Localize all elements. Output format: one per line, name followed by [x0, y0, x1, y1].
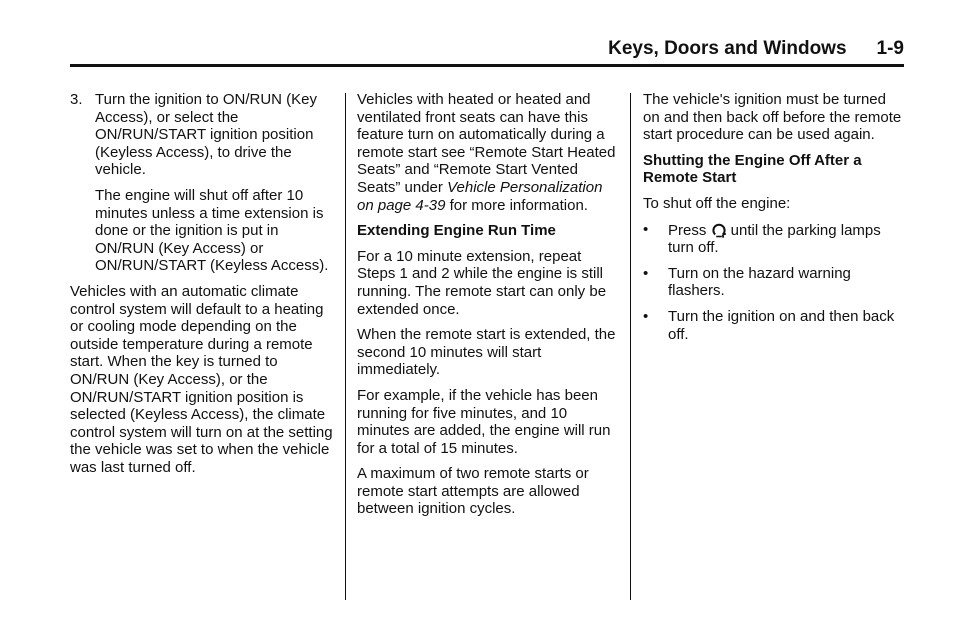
ignition-paragraph: The vehicle's ignition must be turned on and then back off before the remote start procedure can be used again. [643, 91, 902, 144]
shutoff-intro: To shut off the engine: [643, 194, 791, 212]
bullet-marker: • [643, 264, 649, 282]
step-3-note: The engine will shut off after 10 minutes unless a time extension is done or the ignition is put in ON/RUN (Key Access) or ON/RUN/START (Keyless Access). [95, 186, 329, 275]
remote-start-icon [711, 221, 727, 238]
list-item-text: Turn the ignition on and then back off. [668, 307, 895, 343]
heated-seats-text: Vehicles with heated or heated and ventilated front seats can have this feature turn on automatically during a remote start see “Remote Start Heated Seats” and “Remote Start Vented Seats” under [357, 91, 616, 196]
step-3-text: Turn the ignition to ON/RUN (Key Access), or select the ON/RUN/START ignition position (Keyless Access), to drive the vehicle. [95, 91, 318, 179]
page-number: 1-9 [876, 38, 904, 59]
column-divider-1 [345, 93, 346, 600]
personalization-reference-link[interactable]: Vehicle Personalization on page 4-39 [357, 178, 603, 214]
climate-paragraph: Vehicles with an automatic climate control system will default to a heating or cooling mode depending on the outside temperature during a remote start. When the key is turned to ON/RUN (Key Access), or the ON/RUN/START ignition position is selected (Keyless Access), the climate control system will turn on at the setting the vehicle was set to when the vehicle was last turned off. [70, 282, 333, 476]
list-item-text: Turn on the hazard warning flashers. [668, 264, 851, 300]
extending-heading: Extending Engine Run Time [357, 222, 556, 240]
header-title [608, 38, 904, 60]
column-divider-2 [630, 93, 631, 600]
list-item-text: Press [668, 221, 711, 239]
column-2 [357, 91, 619, 526]
step-3 [70, 91, 334, 275]
step-number: 3. [70, 91, 83, 108]
list-item [643, 308, 905, 343]
list-item [643, 221, 905, 257]
column-1 [70, 91, 334, 484]
heated-seats-text-end: for more information. [445, 196, 588, 214]
example-paragraph: For example, if the vehicle has been running for five minutes, and 10 minutes are added, the engine will run for a total of 15 minutes. [357, 386, 611, 457]
bullet-marker: • [643, 220, 649, 238]
shutoff-heading: Shutting the Engine Off After a Remote Start [643, 151, 862, 187]
extended-paragraph: When the remote start is extended, the second 10 minutes will start immediately. [357, 326, 616, 379]
column-3 [643, 91, 905, 351]
list-item-text-end: until the parking lamps turn off. [668, 221, 881, 257]
list-item [643, 265, 905, 300]
extension-paragraph: For a 10 minute extension, repeat Steps 1 and 2 while the engine is still running. The remote start can only be extended once. [357, 247, 607, 318]
section-title: Keys, Doors and Windows [608, 38, 847, 59]
heated-seats-paragraph [357, 91, 619, 214]
maximum-paragraph: A maximum of two remote starts or remote start attempts are allowed between ignition cycles. [357, 465, 589, 518]
bullet-marker: • [643, 307, 649, 325]
page-header [70, 38, 904, 67]
